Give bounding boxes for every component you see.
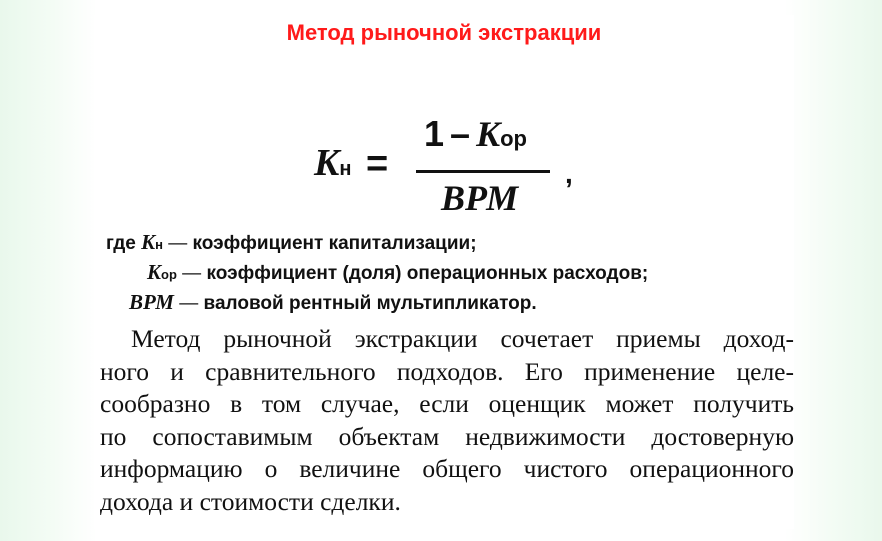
legend-symbol: ВРМ — [129, 290, 174, 314]
legend-symbol: K — [147, 260, 162, 284]
legend-symbol-subscript: н — [155, 237, 163, 252]
formula-equals: = — [366, 143, 389, 185]
fraction-bar — [416, 170, 550, 173]
paragraph-line: Метод рыночной экстракции сочетает приемы доход- — [131, 324, 794, 353]
legend-row-vrm — [129, 290, 537, 315]
formula-minus: – — [450, 113, 471, 154]
description-paragraph — [100, 323, 794, 518]
paragraph-line: дохода и стоимости сделки. — [100, 486, 401, 516]
paragraph-line: ного и сравнительного подходов. Его применение целе- — [100, 356, 794, 386]
formula-numerator-one: 1 — [424, 113, 445, 154]
legend-row-kor — [147, 260, 648, 285]
slide — [94, 15, 794, 529]
formula — [94, 15, 794, 218]
paragraph-line: информацию о величине общего чистого операционного — [100, 454, 794, 483]
formula-numerator-subscript: ор — [500, 126, 527, 151]
legend-row-kn — [106, 230, 477, 255]
formula-lhs — [314, 141, 351, 185]
formula-denominator: ВРМ — [441, 178, 519, 218]
legend-dash: — — [173, 293, 204, 314]
formula-lhs-symbol: K — [314, 142, 340, 184]
legend-symbol-subscript: ор — [161, 267, 177, 282]
legend-prefix: где — [106, 233, 142, 254]
paragraph-line: по сопоставимым объектам недвижимости достоверную — [100, 421, 794, 451]
formula-lhs-subscript: н — [339, 158, 352, 180]
legend-symbol: K — [141, 230, 156, 254]
legend-text: коэффициент капитализации; — [192, 233, 477, 254]
formula-comma: , — [565, 158, 573, 189]
formula-numerator — [424, 113, 527, 155]
legend-dash: — — [176, 263, 207, 284]
legend-dash: — — [162, 233, 193, 254]
slide-title: Метод рыночной экстракции — [286, 20, 602, 45]
legend-text: коэффициент (доля) операционных расходов; — [206, 263, 649, 284]
legend-text: валовой рентный мультипликатор. — [203, 293, 537, 314]
formula-numerator-symbol: K — [476, 114, 501, 154]
paragraph-line: сообразно в том случае, если оценщик может получить — [100, 389, 794, 418]
